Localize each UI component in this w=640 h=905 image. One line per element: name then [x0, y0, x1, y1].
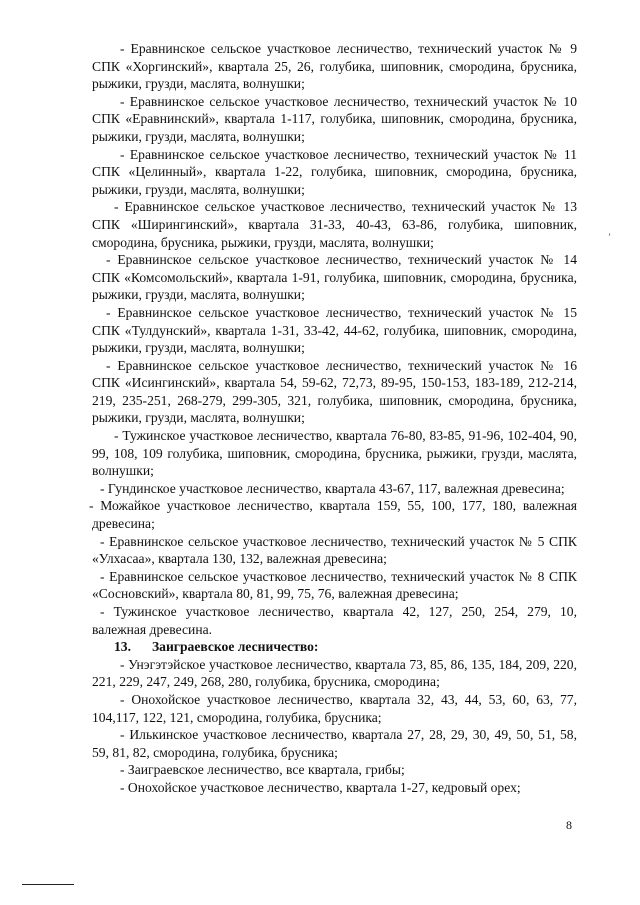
paragraph: - Еравнинское сельское участковое лесничество, технический участок № 8 СПК «Сосновский», квартала 80, 81, 99, 75, 76, валежная древесина;	[92, 568, 577, 602]
paragraph: - Еравнинское сельское участковое лесничество, технический участок № 14 СПК «Комсомольский», квартала 1-91, голубика, шиповник, смородина, брусника, рыжики, грузди, маслята, волнушки;	[92, 252, 577, 303]
paragraph: - Еравнинское сельское участковое лесничество, технический участок № 13 СПК «Ширингинский», квартала 31-33, 40-43, 63-86, голубика, шиповник, смородина, брусника, рыжики, грузди, маслята, волнушки;	[92, 199, 577, 250]
paragraph: - Гундинское участковое лесничество, квартала 43-67, 117, валежная древесина;	[100, 480, 565, 496]
paragraph: - Заиграевское лесничество, все квартала, грибы;	[120, 762, 405, 778]
section-heading	[92, 638, 577, 656]
section-number: 13.	[114, 639, 131, 655]
document-page	[89, 40, 577, 797]
paragraph: - Еравнинское сельское участковое лесничество, технический участок № 11 СПК «Целинный», квартала 1-22, голубика, шиповник, смородина, брусника, рыжики, грузди, маслята, волнушки;	[92, 146, 577, 197]
paragraph: - Унэгэтэйское участковое лесничество, квартала 73, 85, 86, 135, 184, 209, 220, 221, 229, 247, 249, 268, 280, голубика, брусника, смородина;	[92, 656, 577, 690]
page-number: 8	[566, 818, 572, 832]
paragraph: - Илькинское участковое лесничество, квартала 27, 28, 29, 30, 49, 50, 51, 58, 59, 81, 82, смородина, голубика, брусника;	[92, 727, 577, 760]
paragraph: - Можайкое участковое лесничество, квартала 159, 55, 100, 177, 180, валежная древесина;	[89, 498, 577, 532]
paragraph: - Еравнинское сельское участковое лесничество, технический участок № 10 СПК «Еравнинский», квартала 1-117, голубика, шиповник, смородина, брусника, рыжики, грузди, маслята, волнушки;	[92, 93, 577, 144]
paragraph: - Онохойское участковое лесничество, квартала 1-27, кедровый орех;	[120, 779, 521, 795]
section-title: Заиграевское лесничество:	[152, 639, 319, 655]
paragraph: - Тужинское участковое лесничество, квартала 76-80, 83-85, 91-96, 102-404, 90, 99, 108, 109 голубика, шиповник, смородина, брусника, рыжики, грузди, маслята, волнушки;	[92, 428, 577, 479]
paragraph: - Онохойское участковое лесничество, квартала 32, 43, 44, 53, 60, 63, 77, 104,117, 122, 121, смородина, голубика, брусника;	[92, 691, 577, 725]
stray-mark: ʼ	[608, 232, 611, 242]
paragraph: - Тужинское участковое лесничество, квартала 42, 127, 250, 254, 279, 10, валежная древесина.	[92, 604, 577, 637]
paragraph: - Еравнинское сельское участковое лесничество, технический участок № 5 СПК «Улхасаа», квартала 130, 132, валежная древесина;	[92, 533, 577, 567]
footnote-rule	[22, 884, 74, 885]
paragraph: - Еравнинское сельское участковое лесничество, технический участок № 16 СПК «Исингинский», квартала 54, 59-62, 72,73, 89-95, 150-153, 183-189, 212-214, 219, 235-251, 268-279, 299-305, 321, голубика, шиповник, смородина, брусника, рыжики, грузди, маслята, волнушки;	[92, 357, 577, 426]
paragraph: - Еравнинское сельское участковое лесничество, технический участок № 9 СПК «Хоргинский», квартала 25, 26, голубика, шиповник, смородина, брусника, рыжики, грузди, маслята, волнушки;	[92, 41, 577, 92]
paragraph: - Еравнинское сельское участковое лесничество, технический участок № 15 СПК «Тулдунский», квартала 1-31, 33-42, 44-62, голубика, шиповник, смородина, рыжики, грузди, маслята, волнушки;	[92, 304, 577, 356]
